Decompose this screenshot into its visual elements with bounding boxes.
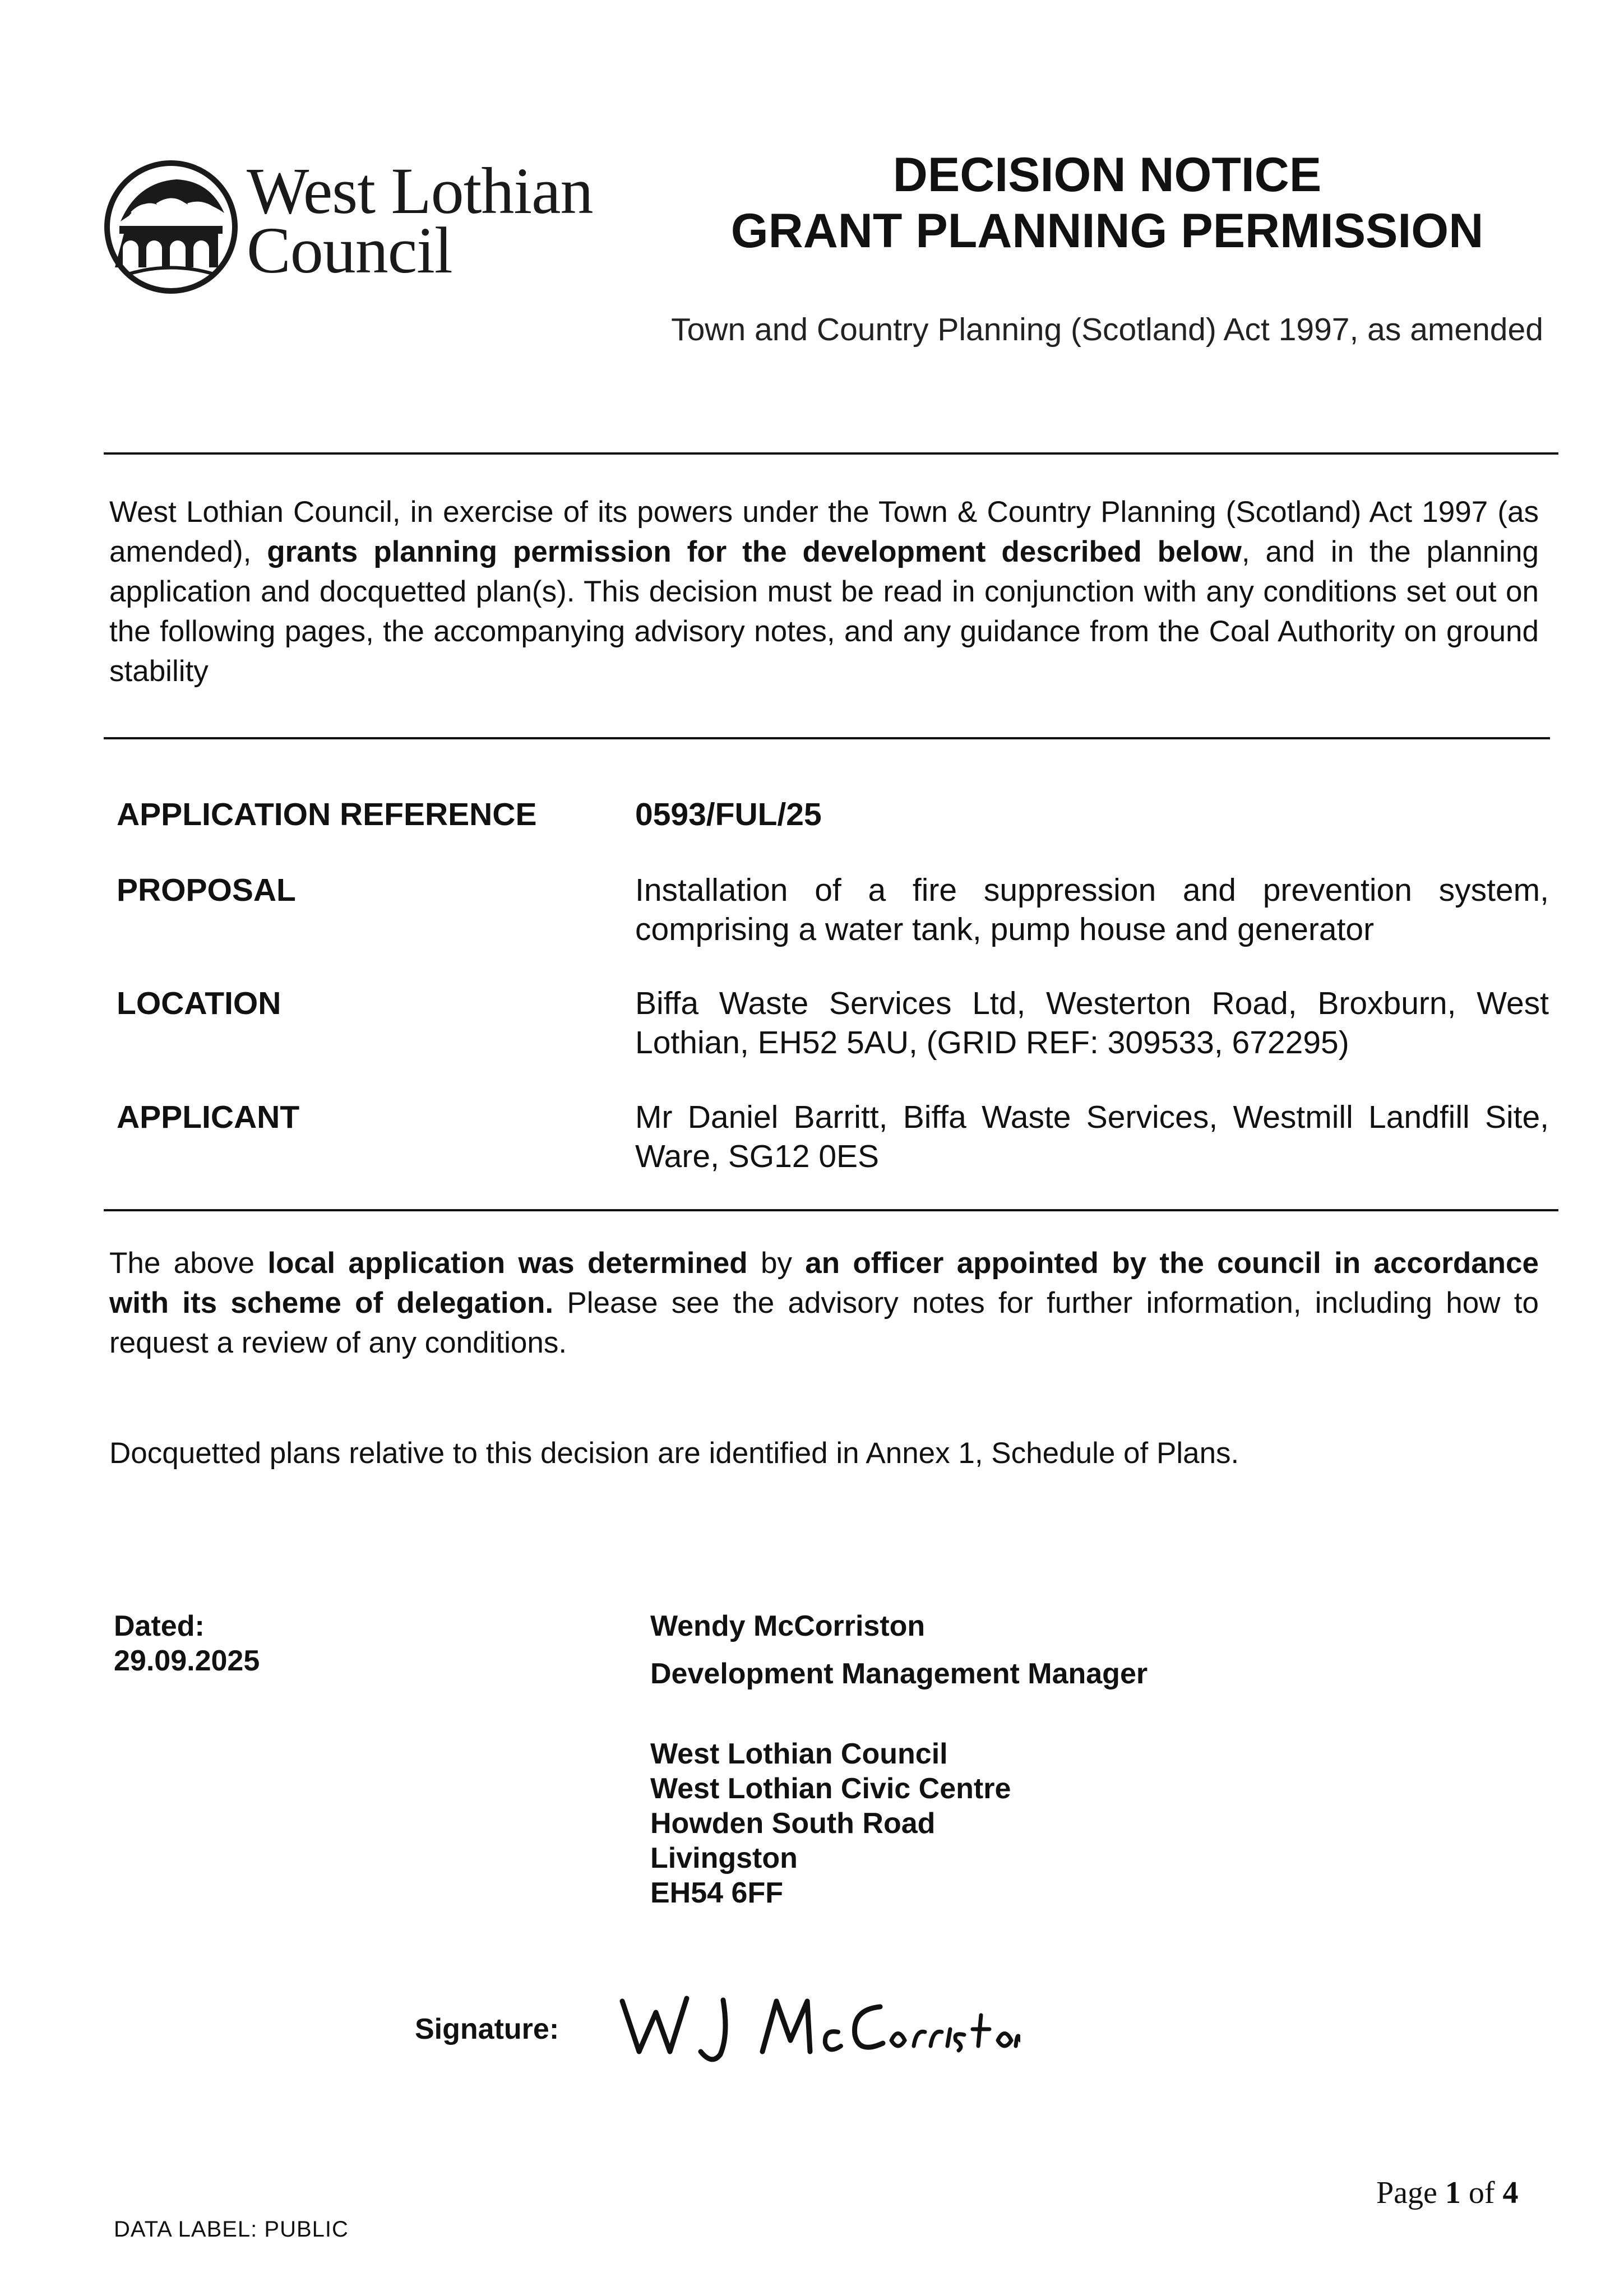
council-address — [650, 1737, 1011, 1910]
data-classification-label: DATA LABEL: PUBLIC — [114, 2217, 349, 2242]
act-reference: Town and Country Planning (Scotland) Act 1997, as amended — [671, 312, 1543, 348]
divider — [104, 1209, 1558, 1211]
location-label: LOCATION — [117, 985, 281, 1021]
title-line2: GRANT PLANNING PERMISSION — [730, 204, 1484, 258]
page-prefix: Page — [1376, 2175, 1445, 2210]
divider — [104, 452, 1558, 455]
address-line: EH54 6FF — [650, 1877, 783, 1909]
dated-value: 29.09.2025 — [114, 1645, 260, 1677]
council-logo-wordmark — [247, 154, 593, 287]
determined-text-3: Please see the advisory notes for further information, including how to request a review of any conditions. — [109, 1286, 1539, 1359]
officer-name: Wendy McCorriston — [650, 1610, 926, 1642]
intro-paragraph — [109, 492, 1539, 691]
reference-label: APPLICATION REFERENCE — [117, 797, 537, 832]
signature-label: Signature: — [415, 2013, 559, 2045]
page-total: 4 — [1502, 2175, 1519, 2210]
council-logo-icon — [104, 160, 238, 294]
address-line: West Lothian Civic Centre — [650, 1772, 1011, 1805]
title-line1: DECISION NOTICE — [892, 148, 1322, 202]
intro-text-1: West Lothian Council, in exercise of its powers under the Town & Country Planning (Scotland) Act 1997 (as amended), — [109, 496, 1539, 568]
applicant-value: Mr Daniel Barritt, Biffa Waste Services, Westmill Landfill Site, Ware, SG12 0ES — [635, 1099, 1549, 1174]
officer-role: Development Management Manager — [650, 1658, 1148, 1690]
page-of: of — [1460, 2175, 1503, 2210]
address-line: West Lothian Council — [650, 1738, 948, 1770]
address-line: Livingston — [650, 1842, 798, 1874]
applicant-label: APPLICANT — [117, 1099, 300, 1135]
determined-text-1: The above — [109, 1247, 268, 1280]
intro-text-2: , and in the planning application and docquetted plan(s). This decision must be read in conjunction with any conditions set out on the following pages, the accompanying advisory notes, and any guidance from the Coal Authority on ground stability — [109, 535, 1539, 688]
determination-paragraph — [109, 1243, 1539, 1363]
proposal-label: PROPOSAL — [117, 872, 296, 908]
page-current: 1 — [1445, 2175, 1461, 2210]
handwritten-signature — [617, 1984, 1020, 2068]
intro-bold-text: grants planning permission for the development described below — [267, 535, 1242, 568]
location-value: Biffa Waste Services Ltd, Westerton Road, Broxburn, West Lothian, EH52 5AU, (GRID REF: 309533, 672295) — [635, 985, 1549, 1061]
dated-label: Dated: — [114, 1610, 205, 1642]
address-line: Howden South Road — [650, 1807, 936, 1840]
proposal-value: Installation of a fire suppression and prevention system, comprising a water tank, pump house and generator — [635, 872, 1549, 947]
docquetted-plans-note: Docquetted plans relative to this decision are identified in Annex 1, Schedule of Plans. — [109, 1437, 1239, 1470]
determined-bold-2: an officer appointed by the council in accordance with its scheme of delegation. — [109, 1247, 1539, 1320]
determined-text-2: by — [747, 1247, 806, 1280]
council-name-line2: Council — [247, 214, 452, 287]
determined-bold-1: local application was determined — [267, 1247, 748, 1280]
reference-value: 0593/FUL/25 — [635, 797, 822, 832]
council-name-line1: West Lothian — [247, 154, 593, 228]
divider — [104, 737, 1550, 739]
document-title — [645, 147, 1570, 259]
page-number — [1376, 2175, 1519, 2211]
